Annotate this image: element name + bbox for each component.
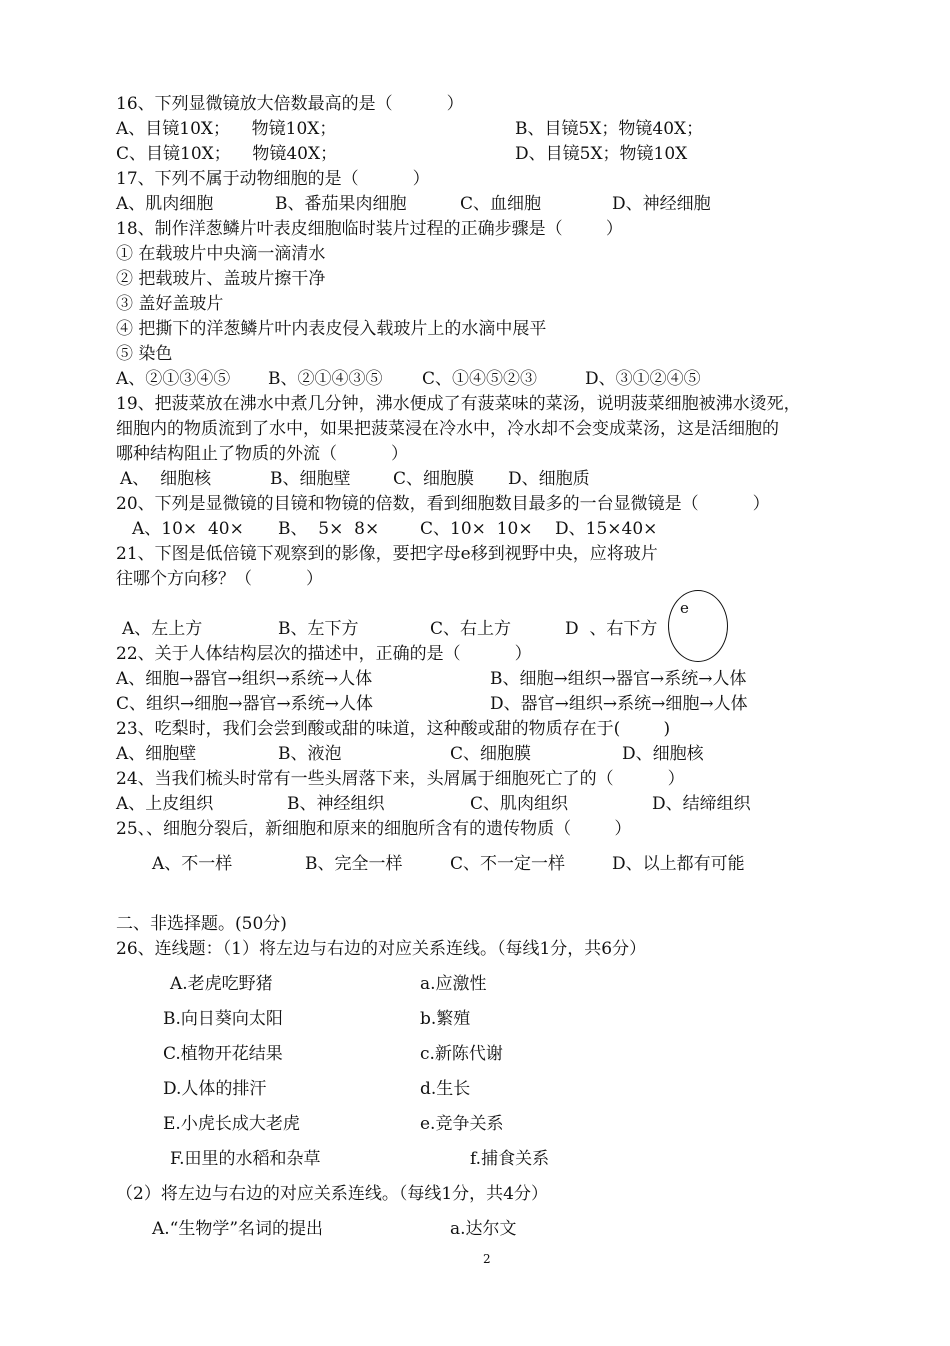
q19-stem-line3: 哪种结构阻止了物质的外流（ ） [116,444,409,464]
q26-right-item: a.应激性 [420,974,487,994]
q26-right-item: e.竞争关系 [420,1114,504,1134]
q21-option-c: C、右上方 [430,619,512,639]
q24-option-c: C、肌肉组织 [470,794,569,814]
q17-stem: 17、下列不属于动物细胞的是（ ） [116,169,430,189]
q21-option-b: B、左下方 [278,619,359,639]
q19-stem-line1: 19、把菠菜放在沸水中煮几分钟，沸水便成了有菠菜味的菜汤，说明菠菜细胞被沸水烫死， [116,394,801,414]
q26-part2-right-item: a.达尔文 [450,1219,517,1239]
q16-option-c: C、目镜10X； 物镜40X； [116,144,338,164]
q26-part2-left-item: A.“生物学”名词的提出 [152,1219,324,1239]
q17-option-c: C、血细胞 [460,194,542,214]
q22-option-a: A、细胞→器官→组织→系统→人体 [116,669,373,689]
q23-option-b: B、液泡 [278,744,342,764]
q19-option-c: C、细胞膜 [393,469,475,489]
q26-left-item: D.人体的排汗 [163,1079,267,1099]
q20-option-b: B、 5× 8× [278,519,380,539]
q26-left-item: F.田里的水稻和杂草 [170,1149,321,1169]
q25-option-c: C、不一定一样 [450,854,566,874]
q26-right-item: c.新陈代谢 [420,1044,503,1064]
field-letter-e: e [680,599,689,617]
q26-stem: 26、连线题：（1）将左边与右边的对应关系连线。（每线1分，共6分） [116,939,647,959]
q26-right-item: b.繁殖 [420,1009,471,1029]
q18-stem: 18、制作洋葱鳞片叶表皮细胞临时装片过程的正确步骤是（ ） [116,219,623,239]
q22-option-b: B、细胞→组织→器官→系统→人体 [490,669,747,689]
q17-option-a: A、肌肉细胞 [116,194,214,214]
q19-option-a: A、 细胞核 [120,469,212,489]
q25-option-a: A、不一样 [152,854,233,874]
q19-option-d: D、细胞质 [508,469,590,489]
q20-stem: 20、下列是显微镜的目镜和物镜的倍数，看到细胞数目最多的一台显微镜是（ ） [116,494,770,514]
q26-right-item: d.生长 [420,1079,471,1099]
q23-option-d: D、细胞核 [622,744,704,764]
microscope-field-oval [668,590,728,662]
q23-option-a: A、细胞壁 [116,744,197,764]
q18-option-d: D、③①②④⑤ [585,369,701,389]
q18-step: ① 在载玻片中央滴一滴清水 [116,244,326,264]
q21-stem-line1: 21、下图是低倍镜下观察到的影像，要把字母e移到视野中央，应将玻片 [116,544,658,564]
q20-option-c: C、10× 10× [420,519,533,539]
q20-option-d: D、15×40× [555,519,658,539]
q16-option-d: D、目镜5X；物镜10X [515,144,688,164]
q19-stem-line2: 细胞内的物质流到了水中，如果把菠菜浸在冷水中，冷水却不会变成菜汤，这是活细胞的 [116,419,779,439]
q21-stem-line2: 往哪个方向移？（ ） [116,569,324,589]
q26-left-item: B.向日葵向太阳 [163,1009,283,1029]
q21-option-a: A、左上方 [122,619,203,639]
q16-option-b: B、目镜5X；物镜40X； [515,119,704,139]
q20-option-a: A、10× 40× [132,519,244,539]
q16-stem: 16、下列显微镜放大倍数最高的是（ ） [116,94,464,114]
q23-stem: 23、吃梨时，我们会尝到酸或甜的味道，这种酸或甜的物质存在于( ) [116,719,671,739]
q17-option-d: D、神经细胞 [612,194,711,214]
q16-option-a: A、目镜10X； 物镜10X； [116,119,337,139]
q24-option-b: B、神经组织 [287,794,385,814]
q26-part2-stem: （2）将左边与右边的对应关系连线。（每线1分，共4分） [116,1184,548,1204]
q18-step: ⑤ 染色 [116,344,173,364]
q18-option-a: A、②①③④⑤ [116,369,231,389]
q25-option-b: B、完全一样 [305,854,403,874]
q25-option-d: D、以上都有可能 [612,854,745,874]
q18-option-c: C、①④⑤②③ [422,369,538,389]
q23-option-c: C、细胞膜 [450,744,532,764]
page-number: 2 [483,1252,491,1266]
q17-option-b: B、番茄果肉细胞 [275,194,407,214]
q25-stem: 25、、细胞分裂后，新细胞和原来的细胞所含有的遗传物质（ ） [116,819,632,839]
q24-option-d: D、结缔组织 [652,794,751,814]
q24-stem: 24、当我们梳头时常有一些头屑落下来，头屑属于细胞死亡了的（ ） [116,769,685,789]
q22-option-d: D、器官→组织→系统→细胞→人体 [490,694,748,714]
q22-stem: 22、关于人体结构层次的描述中，正确的是（ ） [116,644,532,664]
q18-step: ② 把载玻片、盖玻片擦干净 [116,269,326,289]
q21-option-d: D 、右下方 [565,619,658,639]
q19-option-b: B、细胞壁 [270,469,351,489]
q18-option-b: B、②①④③⑤ [268,369,383,389]
q26-left-item: A.老虎吃野猪 [170,974,273,994]
q26-left-item: E.小虎长成大老虎 [163,1114,300,1134]
q18-step: ③ 盖好盖玻片 [116,294,224,314]
q22-option-c: C、组织→细胞→器官→系统→人体 [116,694,373,714]
q26-left-item: C.植物开花结果 [163,1044,283,1064]
q26-right-item: f.捕食关系 [470,1149,550,1169]
q18-step: ④ 把撕下的洋葱鳞片叶内表皮侵入载玻片上的水滴中展平 [116,319,547,339]
section2-heading: 二、非选择题。(50分) [116,914,287,934]
q24-option-a: A、上皮组织 [116,794,214,814]
